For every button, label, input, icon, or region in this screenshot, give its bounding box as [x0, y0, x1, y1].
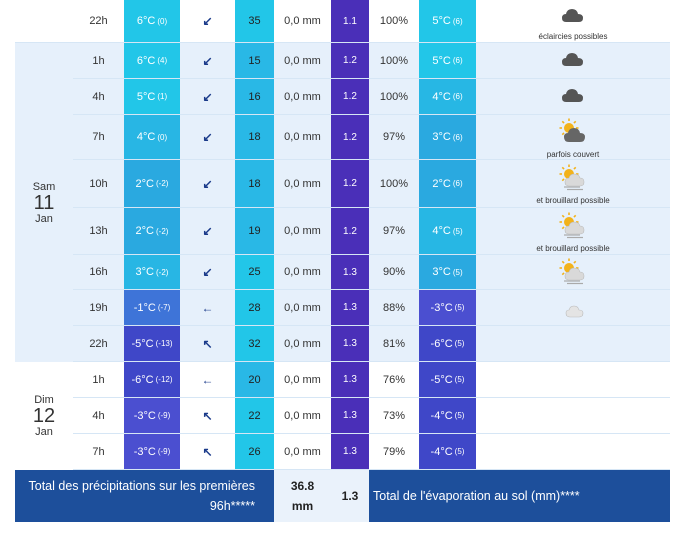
arrow-northwest-icon: ↖ [202, 408, 213, 423]
temperature-cell [124, 43, 180, 78]
wind-direction-cell [180, 398, 235, 433]
rain-cell [274, 160, 331, 207]
humidity-value: 100% [379, 54, 409, 67]
rain-cell [274, 79, 331, 114]
weather-caption: et brouillard possible [536, 196, 610, 205]
wind-speed-cell [235, 115, 274, 159]
feels-like-cell [419, 362, 476, 397]
gust-value: 25 [248, 266, 261, 278]
hour-label: 7h [92, 445, 105, 458]
temperature-cell [124, 0, 180, 42]
feels-sub: (5) [454, 411, 465, 420]
sun-fog-icon [557, 162, 589, 195]
temp-value: -1°C [133, 301, 156, 314]
humidity-cell [369, 362, 419, 397]
temp-value: 5°C [136, 90, 156, 103]
temp-sub: (0) [157, 132, 168, 142]
feels-sub: (5) [452, 226, 463, 236]
feels-sub: (5) [454, 303, 465, 312]
cloud-icon [558, 2, 588, 31]
hour-cell [73, 115, 124, 159]
humidity-value: 73% [382, 409, 406, 422]
evaporation-cell [331, 290, 369, 325]
hour-cell [73, 79, 124, 114]
evap-value: 1.3 [343, 374, 357, 385]
feels-like-cell [419, 255, 476, 289]
humidity-cell [369, 255, 419, 289]
table-row [15, 434, 670, 470]
wind-direction-cell [180, 326, 235, 361]
evap-value: 1.3 [343, 446, 357, 457]
weather-cell [476, 398, 670, 433]
table-row [15, 115, 670, 160]
temperature-cell [124, 434, 180, 469]
wind-speed-cell [235, 434, 274, 469]
rain-value: 0,0 mm [284, 409, 321, 422]
wind-speed-cell [235, 326, 274, 361]
temp-sub: (1) [157, 92, 168, 101]
arrow-southwest-icon: ↙ [202, 224, 213, 238]
feels-sub: (5) [452, 267, 463, 277]
rain-value: 0,0 mm [284, 131, 321, 143]
day-number: 12 [32, 405, 56, 427]
gust-value: 16 [248, 90, 261, 103]
wind-speed-cell [235, 160, 274, 207]
hour-cell [73, 362, 124, 397]
weather-cell [476, 434, 670, 469]
wind-speed-cell [235, 398, 274, 433]
temp-value: 3°C [135, 266, 154, 278]
humidity-cell [369, 0, 419, 42]
feels-like-cell [419, 208, 476, 254]
humidity-cell [369, 79, 419, 114]
humidity-cell [369, 43, 419, 78]
temp-value: -3°C [133, 409, 156, 422]
evaporation-cell [331, 398, 369, 433]
wind-speed-cell [235, 43, 274, 78]
wind-speed-cell [235, 0, 274, 42]
rain-cell [274, 115, 331, 159]
evap-total-value: 1.3 [331, 470, 369, 522]
hour-cell [73, 255, 124, 289]
wind-speed-cell [235, 290, 274, 325]
humidity-value: 81% [382, 337, 406, 350]
day-month: Jan [35, 426, 53, 438]
wind-speed-cell [235, 79, 274, 114]
rain-value: 0,0 mm [284, 266, 321, 278]
feels-value: 4°C [432, 225, 451, 237]
temp-value: -6°C [131, 373, 154, 386]
gust-value: 22 [248, 409, 261, 422]
evaporation-cell [331, 326, 369, 361]
weather-cell [476, 255, 670, 289]
table-row [15, 208, 670, 255]
sun-fog-icon [557, 256, 589, 289]
weather-cell [476, 43, 670, 78]
wind-direction-cell [180, 0, 235, 42]
weather-cell [476, 362, 670, 397]
hour-cell [73, 160, 124, 207]
feels-like-cell [419, 43, 476, 78]
wind-speed-cell [235, 362, 274, 397]
evaporation-cell [331, 79, 369, 114]
moon-icon [561, 399, 585, 432]
wind-direction-cell [180, 362, 235, 397]
wind-direction-cell [180, 434, 235, 469]
temperature-cell [124, 398, 180, 433]
rain-value: 0,0 mm [284, 177, 321, 190]
rain-cell [274, 290, 331, 325]
hour-cell [73, 0, 124, 42]
temp-sub: (0) [157, 16, 168, 26]
humidity-cell [369, 115, 419, 159]
wind-direction-cell [180, 290, 235, 325]
evap-value: 1.2 [343, 55, 357, 66]
feels-sub: (5) [454, 375, 465, 384]
feels-value: -6°C [430, 337, 453, 350]
feels-like-cell [419, 290, 476, 325]
hour-label: 7h [92, 131, 105, 143]
evaporation-cell [331, 208, 369, 254]
weather-cell [476, 0, 670, 42]
rain-value: 0,0 mm [284, 373, 321, 386]
hour-label: 22h [89, 337, 108, 350]
evap-value: 1.2 [343, 178, 357, 189]
hour-cell [73, 43, 124, 78]
temperature-cell [124, 290, 180, 325]
temp-value: 2°C [135, 177, 154, 190]
feels-sub: (6) [452, 179, 463, 188]
feels-like-cell [419, 398, 476, 433]
wind-direction-cell [180, 43, 235, 78]
evaporation-cell [331, 160, 369, 207]
arrow-southwest-icon: ↙ [202, 130, 213, 144]
temp-sub: (-9) [157, 447, 171, 456]
evap-value: 1.3 [343, 302, 357, 313]
evaporation-cell [331, 434, 369, 469]
rain-cell [274, 434, 331, 469]
wind-direction-cell [180, 208, 235, 254]
moon-cloud-icon [557, 292, 589, 323]
evap-value: 1.2 [343, 131, 357, 143]
moon-icon [561, 435, 585, 468]
feels-value: 5°C [432, 15, 451, 27]
arrow-southwest-icon: ↙ [202, 53, 213, 68]
humidity-cell [369, 434, 419, 469]
arrow-west-icon: ← [201, 300, 214, 315]
wind-speed-cell [235, 255, 274, 289]
day-name: Sam [32, 180, 56, 193]
precip-total-value [274, 470, 331, 522]
hour-cell [73, 290, 124, 325]
hour-label: 1h [92, 54, 105, 67]
feels-value: 3°C [432, 266, 451, 278]
temp-sub: (4) [157, 56, 168, 65]
evaporation-cell [331, 115, 369, 159]
temp-sub: (-7) [157, 303, 171, 312]
precip-value: 36.8 [290, 479, 315, 493]
rain-value: 0,0 mm [284, 301, 321, 314]
day-name: Dim [34, 394, 54, 406]
hour-cell [73, 208, 124, 254]
arrow-southwest-icon: ↙ [202, 14, 213, 28]
rain-cell [274, 398, 331, 433]
feels-value: -3°C [430, 301, 453, 314]
precip-total-label: Total des précipitations sur les premières 96h***** [28, 479, 255, 513]
hour-label: 1h [92, 373, 105, 386]
table-row [15, 398, 670, 434]
temperature-cell [124, 326, 180, 361]
feels-value: -4°C [430, 409, 453, 422]
feels-sub: (5) [454, 447, 465, 456]
rain-value: 0,0 mm [284, 445, 321, 458]
temperature-cell [124, 255, 180, 289]
table-row [15, 255, 670, 290]
weather-cell [476, 208, 670, 254]
arrow-northwest-icon: ↖ [202, 444, 213, 459]
rain-value: 0,0 mm [284, 337, 321, 350]
temperature-cell [124, 208, 180, 254]
rain-value: 0,0 mm [284, 54, 321, 67]
hour-label: 4h [92, 409, 105, 422]
rain-value: 0,0 mm [284, 90, 321, 103]
hour-cell [73, 326, 124, 361]
feels-sub: (5) [454, 339, 465, 348]
arrow-southwest-icon: ↙ [202, 265, 213, 279]
weather-cell [476, 290, 670, 325]
arrow-northwest-icon: ↖ [202, 336, 213, 351]
feels-sub: (6) [452, 16, 463, 26]
table-row [15, 0, 670, 43]
wind-direction-cell [180, 79, 235, 114]
rain-cell [274, 0, 331, 42]
day-label-sam [15, 43, 73, 362]
gust-value: 26 [248, 445, 261, 458]
feels-like-cell [419, 326, 476, 361]
feels-sub: (6) [452, 56, 463, 65]
hour-label: 10h [89, 177, 108, 190]
humidity-value: 97% [382, 225, 406, 237]
evap-value: 1.3 [343, 410, 357, 421]
cloud-icon [558, 46, 588, 75]
feels-value: 5°C [432, 54, 451, 67]
temp-value: -3°C [133, 445, 156, 458]
temp-value: -5°C [131, 337, 154, 350]
rain-cell [274, 208, 331, 254]
temp-sub: (-2) [156, 267, 169, 277]
temperature-cell [124, 362, 180, 397]
evaporation-cell [331, 255, 369, 289]
feels-value: -5°C [430, 373, 453, 386]
hour-cell [73, 398, 124, 433]
moon-icon [561, 327, 585, 360]
wind-direction-cell [180, 160, 235, 207]
feels-like-cell [419, 434, 476, 469]
humidity-value: 97% [382, 131, 406, 143]
table-row [15, 290, 670, 326]
humidity-value: 100% [379, 90, 409, 103]
temp-sub: (-12) [155, 375, 173, 384]
hour-label: 13h [89, 225, 108, 237]
humidity-cell [369, 160, 419, 207]
humidity-value: 100% [379, 15, 409, 27]
wind-direction-cell [180, 115, 235, 159]
temp-sub: (-13) [155, 339, 173, 348]
rain-cell [274, 43, 331, 78]
temperature-cell [124, 115, 180, 159]
evap-value: 1.2 [343, 91, 357, 102]
feels-sub: (6) [452, 132, 463, 142]
arrow-southwest-icon: ↙ [202, 89, 213, 104]
weather-caption: éclaircies possibles [538, 31, 608, 41]
table-row [15, 362, 670, 398]
wind-direction-cell [180, 255, 235, 289]
weather-caption: parfois couvert [546, 149, 600, 159]
cloud-icon [558, 82, 588, 111]
rain-cell [274, 255, 331, 289]
feels-like-cell [419, 0, 476, 42]
evaporation-cell [331, 0, 369, 42]
gust-value: 32 [248, 337, 261, 350]
feels-value: -4°C [430, 445, 453, 458]
humidity-value: 76% [382, 373, 406, 386]
table-row [15, 326, 670, 362]
evaporation-cell [331, 43, 369, 78]
arrow-southwest-icon: ↙ [202, 176, 213, 191]
wind-speed-cell [235, 208, 274, 254]
temp-value: 6°C [136, 54, 156, 67]
temp-value: 4°C [136, 131, 156, 143]
temp-sub: (-2) [156, 179, 169, 188]
totals-footer [15, 470, 670, 522]
evap-total-label: Total de l'évaporation au sol (mm)**** [373, 489, 580, 503]
moon-icon [561, 363, 585, 396]
day-number: 11 [33, 191, 55, 214]
day-label-dim [15, 362, 73, 470]
table-row [15, 79, 670, 115]
humidity-value: 100% [379, 177, 409, 190]
rain-value: 0,0 mm [284, 225, 321, 237]
precip-unit: mm [291, 499, 314, 513]
hour-cell [73, 434, 124, 469]
humidity-value: 79% [382, 445, 406, 458]
gust-value: 28 [248, 301, 261, 314]
evaporation-cell [331, 362, 369, 397]
sun-cloud-icon [557, 116, 589, 149]
rain-cell [274, 326, 331, 361]
evap-value: 1.1 [343, 15, 357, 27]
evap-value: 1.3 [343, 266, 357, 278]
feels-sub: (6) [452, 92, 463, 101]
humidity-cell [369, 398, 419, 433]
evap-value: 1.2 [343, 225, 357, 237]
table-row [15, 160, 670, 208]
feels-value: 2°C [432, 177, 451, 190]
temp-sub: (-2) [156, 226, 169, 236]
hour-label: 22h [89, 15, 108, 27]
weather-cell [476, 326, 670, 361]
hour-label: 4h [92, 90, 105, 103]
evap-value: 1.3 [343, 338, 357, 349]
feels-like-cell [419, 79, 476, 114]
table-row [15, 43, 670, 79]
rain-value: 0,0 mm [284, 15, 321, 27]
arrow-west-icon: ← [201, 372, 214, 387]
gust-value: 15 [248, 54, 261, 67]
weather-cell [476, 115, 670, 159]
feels-value: 3°C [432, 131, 451, 143]
feels-like-cell [419, 115, 476, 159]
humidity-cell [369, 326, 419, 361]
sun-fog-icon [557, 210, 589, 243]
humidity-cell [369, 290, 419, 325]
gust-value: 18 [248, 131, 261, 143]
temperature-cell [124, 79, 180, 114]
feels-like-cell [419, 160, 476, 207]
gust-value: 19 [248, 225, 261, 237]
gust-value: 35 [248, 15, 261, 27]
temp-value: 6°C [136, 15, 156, 27]
feels-value: 4°C [432, 90, 451, 103]
humidity-value: 90% [382, 266, 406, 278]
weather-caption: et brouillard possible [536, 243, 610, 253]
gust-value: 20 [248, 373, 261, 386]
humidity-cell [369, 208, 419, 254]
temp-sub: (-9) [157, 411, 171, 420]
humidity-value: 88% [382, 301, 406, 314]
weather-cell [476, 79, 670, 114]
hour-label: 19h [89, 301, 108, 314]
weather-cell [476, 160, 670, 207]
rain-cell [274, 362, 331, 397]
temperature-cell [124, 160, 180, 207]
temp-value: 2°C [135, 225, 154, 237]
hour-label: 16h [89, 266, 108, 278]
gust-value: 18 [248, 177, 261, 190]
day-month: Jan [35, 212, 53, 225]
